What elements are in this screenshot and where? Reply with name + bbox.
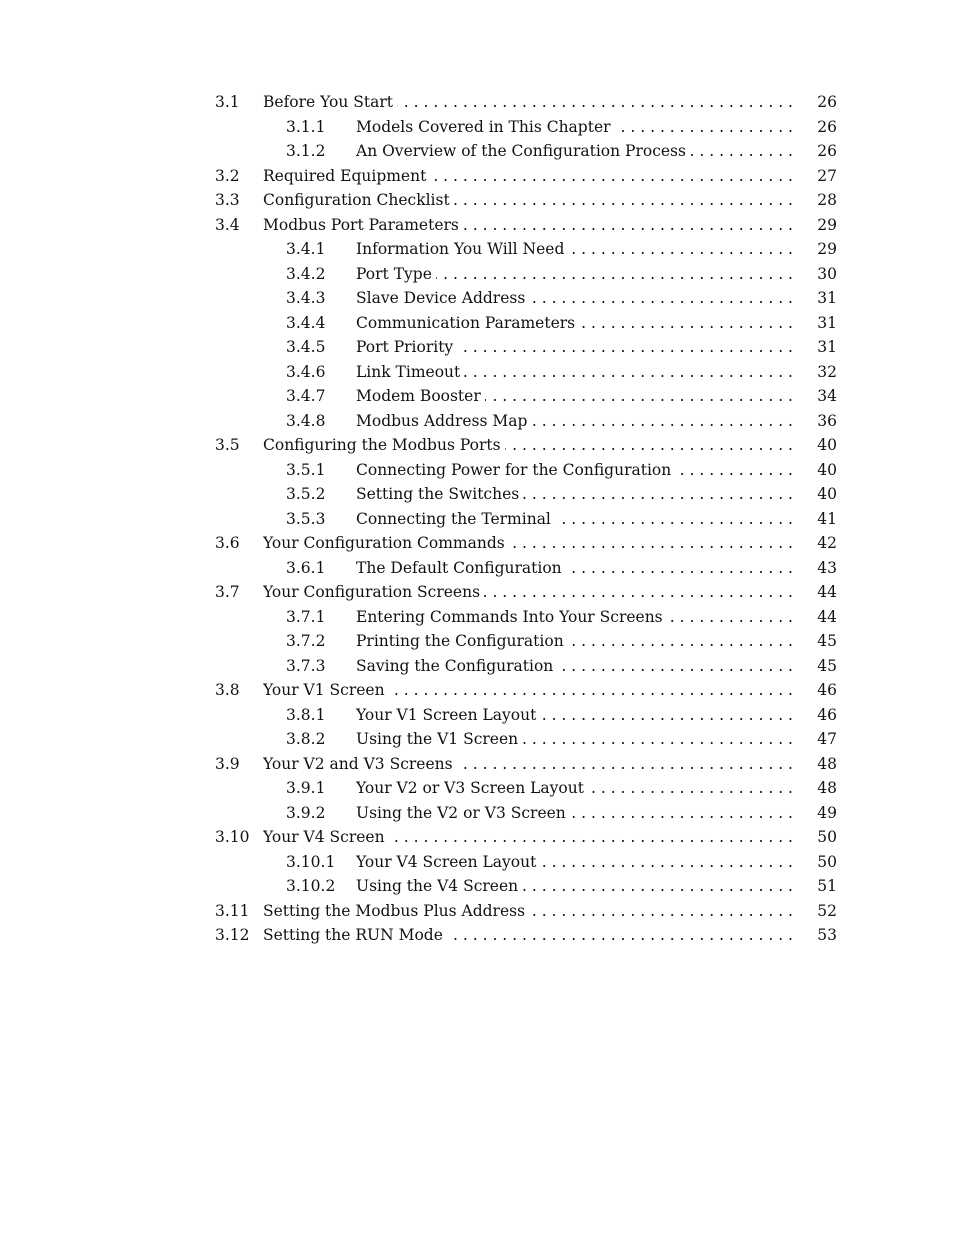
toc-entry-page-number: 26 bbox=[817, 142, 837, 160]
dot-leader bbox=[430, 164, 793, 189]
toc-entry-title-wrap bbox=[356, 409, 793, 434]
toc-entry-number: 3.1.2 bbox=[286, 142, 326, 160]
dot-leader bbox=[557, 654, 793, 679]
toc-section-entry[interactable] bbox=[215, 433, 837, 458]
dot-leader bbox=[540, 703, 793, 728]
toc-entry-title-wrap bbox=[356, 727, 793, 752]
toc-subsection-entry[interactable] bbox=[215, 874, 837, 899]
toc-entry-title-wrap bbox=[263, 923, 793, 948]
toc-entry-number: 3.10 bbox=[215, 828, 250, 846]
toc-entry-title-wrap bbox=[263, 213, 793, 238]
toc-entry-title-wrap bbox=[263, 678, 793, 703]
dot-leader bbox=[389, 678, 793, 703]
dot-leader bbox=[531, 409, 793, 434]
toc-entry-number: 3.9 bbox=[215, 754, 240, 773]
toc-entry-title-wrap bbox=[356, 237, 793, 262]
toc-entry-number: 3.12 bbox=[215, 926, 250, 944]
toc-subsection-entry[interactable] bbox=[215, 384, 837, 409]
toc-subsection-entry[interactable] bbox=[215, 115, 837, 140]
toc-entry-title-wrap bbox=[356, 458, 793, 483]
toc-subsection-entry[interactable] bbox=[215, 801, 837, 826]
toc-entry-title: Your Configuration Screens bbox=[263, 583, 481, 601]
dot-leader bbox=[454, 188, 793, 213]
dot-leader bbox=[509, 531, 793, 556]
toc-subsection-entry[interactable] bbox=[215, 556, 837, 581]
toc-subsection-entry[interactable] bbox=[215, 360, 837, 385]
dot-leader bbox=[588, 776, 793, 801]
toc-subsection-entry[interactable] bbox=[215, 850, 837, 875]
toc-entry-number: 3.4.7 bbox=[286, 387, 326, 405]
toc-entry-number: 3.2 bbox=[215, 166, 240, 185]
toc-entry-page-number: 44 bbox=[817, 607, 837, 626]
dot-leader bbox=[566, 556, 793, 581]
toc-entry-title: Required Equipment bbox=[263, 166, 427, 185]
toc-entry-page-number: 36 bbox=[817, 411, 837, 430]
dot-leader bbox=[529, 899, 793, 924]
toc-entry-page-number: 43 bbox=[817, 558, 837, 577]
toc-entry-title-wrap bbox=[356, 139, 793, 164]
toc-entry-title-wrap bbox=[356, 335, 793, 360]
toc-subsection-entry[interactable] bbox=[215, 654, 837, 679]
dot-leader bbox=[540, 850, 793, 875]
toc-entry-title-wrap bbox=[356, 850, 793, 875]
toc-subsection-entry[interactable] bbox=[215, 409, 837, 434]
toc-entry-number: 3.5.2 bbox=[286, 485, 326, 503]
toc-entry-page-number: 34 bbox=[817, 387, 837, 405]
toc-entry-page-number: 49 bbox=[817, 803, 837, 822]
toc-entry-page-number: 50 bbox=[817, 828, 837, 846]
toc-entry-number: 3.5.1 bbox=[286, 460, 326, 479]
toc-subsection-entry[interactable] bbox=[215, 629, 837, 654]
toc-entry-page-number: 26 bbox=[817, 93, 837, 111]
dot-leader bbox=[485, 384, 793, 409]
toc-subsection-entry[interactable] bbox=[215, 139, 837, 164]
table-of-contents bbox=[215, 90, 837, 948]
dot-leader bbox=[457, 752, 793, 777]
toc-entry-title: Modbus Address Map bbox=[356, 411, 528, 430]
toc-entry-title-wrap bbox=[356, 262, 793, 287]
toc-entry-number: 3.1.1 bbox=[286, 117, 326, 136]
dot-leader bbox=[570, 801, 793, 826]
toc-section-entry[interactable] bbox=[215, 678, 837, 703]
toc-entry-number: 3.4.3 bbox=[286, 289, 326, 307]
toc-entry-title-wrap bbox=[356, 703, 793, 728]
toc-entry-page-number: 44 bbox=[817, 583, 837, 601]
toc-entry-page-number: 29 bbox=[817, 215, 837, 234]
dot-leader bbox=[484, 580, 793, 605]
toc-entry-title-wrap bbox=[356, 311, 793, 336]
toc-entry-page-number: 40 bbox=[817, 460, 837, 479]
dot-leader bbox=[667, 605, 793, 630]
toc-entry-title: Your V2 or V3 Screen Layout bbox=[356, 779, 584, 797]
toc-entry-page-number: 46 bbox=[817, 705, 837, 724]
toc-entry-title: Information You Will Need bbox=[356, 240, 565, 258]
toc-entry-title: Link Timeout bbox=[356, 362, 461, 381]
dot-leader bbox=[505, 433, 793, 458]
toc-subsection-entry[interactable] bbox=[215, 776, 837, 801]
toc-entry-page-number: 29 bbox=[817, 240, 837, 258]
toc-entry-page-number: 52 bbox=[817, 901, 837, 920]
toc-entry-number: 3.4.6 bbox=[286, 362, 326, 381]
toc-entry-title: Saving the Configuration bbox=[356, 656, 554, 675]
toc-entry-title-wrap bbox=[356, 874, 793, 899]
toc-entry-number: 3.4.1 bbox=[286, 240, 326, 258]
toc-entry-title: Models Covered in This Chapter bbox=[356, 117, 611, 136]
toc-section-entry[interactable] bbox=[215, 899, 837, 924]
dot-leader bbox=[522, 874, 793, 899]
toc-entry-title-wrap bbox=[356, 801, 793, 826]
toc-entry-page-number: 42 bbox=[817, 534, 837, 552]
toc-entry-title-wrap bbox=[356, 115, 793, 140]
toc-subsection-entry[interactable] bbox=[215, 507, 837, 532]
toc-entry-title-wrap bbox=[356, 654, 793, 679]
toc-entry-title-wrap bbox=[263, 188, 793, 213]
toc-entry-number: 3.7.1 bbox=[286, 607, 326, 626]
toc-entry-page-number: 27 bbox=[817, 166, 837, 185]
toc-entry-number: 3.11 bbox=[215, 901, 250, 920]
toc-entry-number: 3.5 bbox=[215, 436, 240, 454]
toc-entry-number: 3.4.5 bbox=[286, 338, 326, 356]
toc-entry-title: An Overview of the Configuration Process bbox=[356, 142, 686, 160]
toc-entry-title: Printing the Configuration bbox=[356, 632, 564, 650]
toc-entry-number: 3.5.3 bbox=[286, 509, 326, 528]
toc-entry-page-number: 53 bbox=[817, 926, 837, 944]
dot-leader bbox=[457, 335, 793, 360]
toc-entry-number: 3.10.2 bbox=[286, 877, 336, 895]
toc-entry-number: 3.8 bbox=[215, 681, 240, 699]
toc-subsection-entry[interactable] bbox=[215, 286, 837, 311]
dot-leader bbox=[397, 90, 793, 115]
toc-entry-title-wrap bbox=[263, 825, 793, 850]
toc-subsection-entry[interactable] bbox=[215, 703, 837, 728]
toc-subsection-entry[interactable] bbox=[215, 262, 837, 287]
toc-entry-title: Configuration Checklist bbox=[263, 191, 450, 209]
toc-entry-title-wrap bbox=[356, 507, 793, 532]
toc-entry-title: Using the V2 or V3 Screen bbox=[356, 803, 566, 822]
dot-leader bbox=[555, 507, 793, 532]
toc-entry-title: Connecting Power for the Configuration bbox=[356, 460, 672, 479]
toc-entry-page-number: 48 bbox=[817, 779, 837, 797]
toc-entry-title-wrap bbox=[356, 482, 793, 507]
toc-entry-number: 3.9.1 bbox=[286, 779, 326, 797]
toc-entry-number: 3.1 bbox=[215, 93, 240, 111]
toc-section-entry[interactable] bbox=[215, 90, 837, 115]
toc-entry-page-number: 31 bbox=[817, 313, 837, 332]
toc-entry-number: 3.4 bbox=[215, 215, 240, 234]
toc-entry-title: Port Type bbox=[356, 264, 432, 283]
toc-entry-title: Using the V4 Screen bbox=[356, 877, 519, 895]
toc-entry-number: 3.4.8 bbox=[286, 411, 326, 430]
dot-leader bbox=[522, 727, 793, 752]
dot-leader bbox=[523, 482, 793, 507]
toc-entry-title: Your V4 Screen Layout bbox=[356, 852, 537, 871]
toc-subsection-entry[interactable] bbox=[215, 458, 837, 483]
toc-entry-number: 3.8.1 bbox=[286, 705, 326, 724]
toc-entry-title: Before You Start bbox=[263, 93, 393, 111]
toc-entry-title: Communication Parameters bbox=[356, 313, 576, 332]
toc-entry-page-number: 30 bbox=[817, 264, 837, 283]
toc-entry-number: 3.6 bbox=[215, 534, 240, 552]
dot-leader bbox=[463, 213, 793, 238]
toc-entry-number: 3.9.2 bbox=[286, 803, 326, 822]
toc-entry-page-number: 31 bbox=[817, 289, 837, 307]
toc-entry-title: Slave Device Address bbox=[356, 289, 526, 307]
toc-entry-title: Your V1 Screen Layout bbox=[356, 705, 537, 724]
toc-entry-page-number: 32 bbox=[817, 362, 837, 381]
toc-entry-title-wrap bbox=[356, 556, 793, 581]
toc-entry-page-number: 48 bbox=[817, 754, 837, 773]
dot-leader bbox=[615, 115, 793, 140]
toc-subsection-entry[interactable] bbox=[215, 335, 837, 360]
toc-entry-number: 3.7.2 bbox=[286, 632, 326, 650]
toc-section-entry[interactable] bbox=[215, 188, 837, 213]
toc-entry-title-wrap bbox=[356, 360, 793, 385]
toc-entry-title-wrap bbox=[356, 286, 793, 311]
toc-entry-title: Modem Booster bbox=[356, 387, 481, 405]
toc-entry-number: 3.4.4 bbox=[286, 313, 326, 332]
toc-entry-title: The Default Configuration bbox=[356, 558, 562, 577]
toc-section-entry[interactable] bbox=[215, 825, 837, 850]
dot-leader bbox=[568, 237, 793, 262]
toc-subsection-entry[interactable] bbox=[215, 237, 837, 262]
toc-entry-title: Entering Commands Into Your Screens bbox=[356, 607, 663, 626]
dot-leader bbox=[579, 311, 793, 336]
dot-leader bbox=[529, 286, 793, 311]
dot-leader bbox=[436, 262, 793, 287]
toc-entry-title: Modbus Port Parameters bbox=[263, 215, 459, 234]
toc-entry-page-number: 26 bbox=[817, 117, 837, 136]
toc-entry-title-wrap bbox=[356, 629, 793, 654]
toc-entry-title: Setting the RUN Mode bbox=[263, 926, 443, 944]
toc-subsection-entry[interactable] bbox=[215, 605, 837, 630]
toc-entry-title: Setting the Modbus Plus Address bbox=[263, 901, 526, 920]
toc-entry-title-wrap bbox=[263, 752, 793, 777]
toc-entry-number: 3.4.2 bbox=[286, 264, 326, 283]
toc-entry-title: Setting the Switches bbox=[356, 485, 520, 503]
toc-entry-page-number: 41 bbox=[817, 509, 837, 528]
toc-section-entry[interactable] bbox=[215, 531, 837, 556]
toc-entry-title-wrap bbox=[356, 605, 793, 630]
toc-entry-page-number: 47 bbox=[817, 730, 837, 748]
dot-leader bbox=[447, 923, 793, 948]
toc-entry-title-wrap bbox=[263, 164, 793, 189]
toc-entry-page-number: 45 bbox=[817, 632, 837, 650]
toc-entry-title: Port Priority bbox=[356, 338, 454, 356]
toc-entry-title-wrap bbox=[356, 384, 793, 409]
toc-entry-title-wrap bbox=[263, 580, 793, 605]
toc-entry-number: 3.7 bbox=[215, 583, 240, 601]
toc-entry-title: Your V2 and V3 Screens bbox=[263, 754, 453, 773]
toc-entry-page-number: 40 bbox=[817, 485, 837, 503]
toc-entry-page-number: 51 bbox=[817, 877, 837, 895]
dot-leader bbox=[389, 825, 793, 850]
toc-entry-number: 3.8.2 bbox=[286, 730, 326, 748]
toc-entry-number: 3.10.1 bbox=[286, 852, 336, 871]
toc-entry-number: 3.7.3 bbox=[286, 656, 326, 675]
toc-subsection-entry[interactable] bbox=[215, 727, 837, 752]
toc-section-entry[interactable] bbox=[215, 923, 837, 948]
toc-section-entry[interactable] bbox=[215, 213, 837, 238]
toc-entry-title: Your V4 Screen bbox=[263, 828, 385, 846]
dot-leader bbox=[568, 629, 793, 654]
toc-subsection-entry[interactable] bbox=[215, 311, 837, 336]
toc-entry-title: Your V1 Screen bbox=[263, 681, 385, 699]
toc-entry-title-wrap bbox=[263, 433, 793, 458]
toc-entry-title-wrap bbox=[263, 899, 793, 924]
dot-leader bbox=[690, 139, 793, 164]
toc-entry-page-number: 31 bbox=[817, 338, 837, 356]
toc-section-entry[interactable] bbox=[215, 164, 837, 189]
toc-entry-page-number: 28 bbox=[817, 191, 837, 209]
toc-entry-title: Using the V1 Screen bbox=[356, 730, 519, 748]
toc-entry-title-wrap bbox=[356, 776, 793, 801]
toc-section-entry[interactable] bbox=[215, 580, 837, 605]
toc-section-entry[interactable] bbox=[215, 752, 837, 777]
toc-subsection-entry[interactable] bbox=[215, 482, 837, 507]
toc-entry-page-number: 40 bbox=[817, 436, 837, 454]
toc-entry-title: Configuring the Modbus Ports bbox=[263, 436, 501, 454]
toc-entry-number: 3.3 bbox=[215, 191, 240, 209]
toc-entry-page-number: 45 bbox=[817, 656, 837, 675]
dot-leader bbox=[464, 360, 793, 385]
toc-entry-title-wrap bbox=[263, 531, 793, 556]
toc-entry-page-number: 46 bbox=[817, 681, 837, 699]
toc-entry-title: Connecting the Terminal bbox=[356, 509, 551, 528]
dot-leader bbox=[675, 458, 793, 483]
toc-entry-number: 3.6.1 bbox=[286, 558, 326, 577]
toc-entry-title-wrap bbox=[263, 90, 793, 115]
toc-entry-title: Your Configuration Commands bbox=[263, 534, 505, 552]
toc-entry-page-number: 50 bbox=[817, 852, 837, 871]
